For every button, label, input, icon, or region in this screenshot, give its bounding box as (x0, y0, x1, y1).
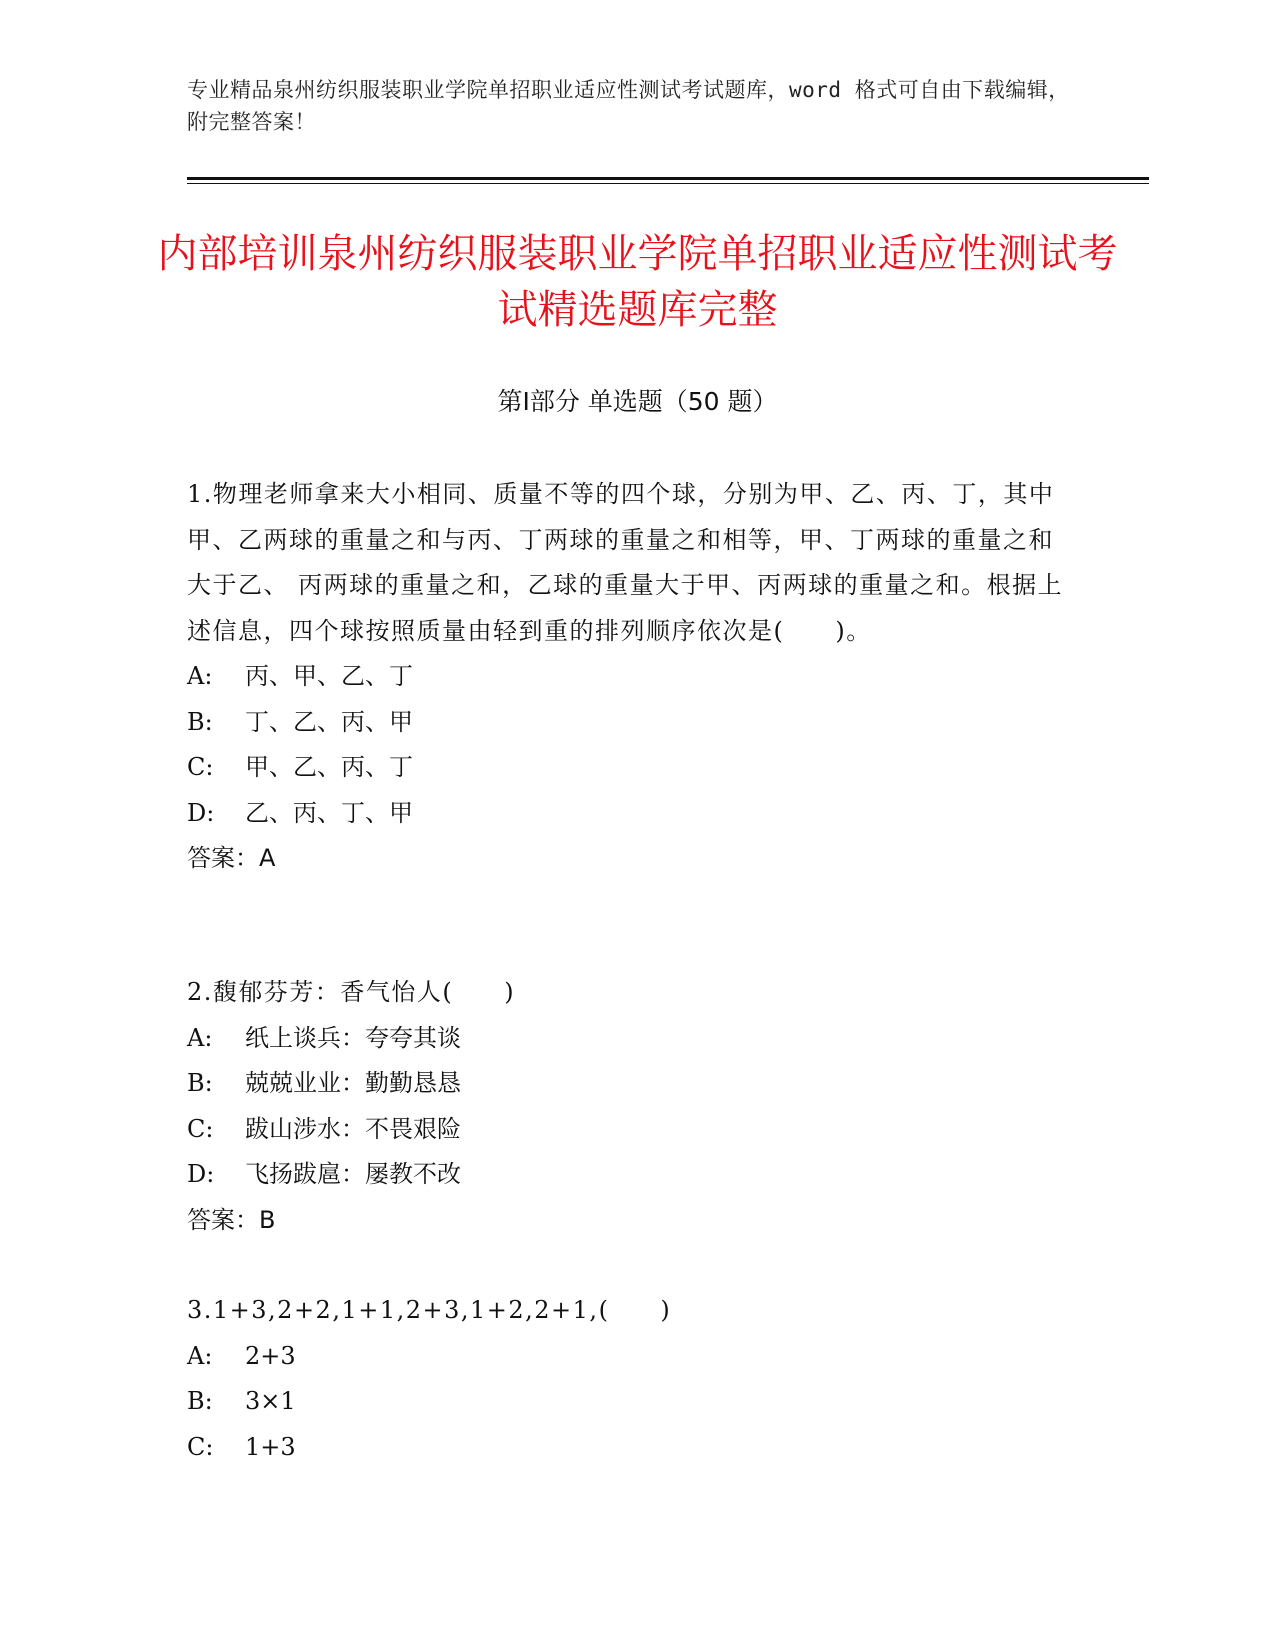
question-1 (187, 472, 1067, 882)
option-key: B: (187, 1387, 213, 1415)
option-text: 1+3 (245, 1432, 296, 1461)
question-text: 2.馥郁芬芳：香气怡人( ) (187, 978, 516, 1006)
header-note: 专业精品泉州纺织服装职业学院单招职业适应性测试考试题库，word 格式可自由下载编辑，附完整答案！ (187, 78, 1070, 134)
option-key: D: (187, 1160, 215, 1188)
option-text: 跋山涉水：不畏艰险 (245, 1114, 461, 1143)
option-text: 甲、乙、丙、丁 (245, 753, 413, 781)
option-c (187, 745, 1067, 791)
question-text: 1.物理老师拿来大小相同、质量不等的四个球，分别为甲、乙、丙、丁，其中 甲、乙两球的重量之和与丙、丁两球的重量之和相等，甲、丁两球的重量之和大于乙、 丙两球的重量之和，乙球的重量大于甲、丙两球的重量之和。根据上述信息，四个球按照质量由轻到重的排列顺序依次是( )。 (187, 480, 1064, 645)
option-text: 3×1 (245, 1387, 296, 1415)
option-a (187, 654, 1067, 700)
question-3 (187, 1288, 1067, 1470)
header-divider-thin (187, 183, 1149, 184)
option-text: 丙、甲、乙、丁 (245, 662, 413, 690)
option-c (187, 1425, 1067, 1471)
option-key: A: (187, 1023, 213, 1052)
document-title: 内部培训泉州纺织服装职业学院单招职业适应性测试考试精选题库完整 (157, 231, 1118, 333)
option-a (187, 1334, 1067, 1380)
header-divider-thick (187, 177, 1149, 180)
option-text: 2+3 (245, 1341, 296, 1370)
option-text: 纸上谈兵：夸夸其谈 (245, 1023, 461, 1052)
option-b (187, 1379, 1067, 1425)
option-c (187, 1107, 1067, 1153)
question-text: 3.1+3,2+2,1+1,2+3,1+2,2+1,( ) (187, 1296, 672, 1324)
option-key: A: (187, 662, 213, 690)
option-text: 丁、乙、丙、甲 (245, 707, 413, 736)
option-key: C: (187, 753, 214, 781)
option-d (187, 791, 1067, 837)
option-key: B: (187, 707, 213, 736)
option-key: C: (187, 1114, 214, 1143)
option-text: 飞扬跋扈：屡教不改 (245, 1160, 461, 1188)
option-d (187, 1152, 1067, 1198)
option-key: B: (187, 1069, 213, 1097)
question-2 (187, 970, 1067, 1243)
option-b (187, 1061, 1067, 1107)
option-key: D: (187, 798, 215, 827)
option-a (187, 1016, 1067, 1062)
option-text: 乙、丙、丁、甲 (245, 798, 413, 827)
option-key: A: (187, 1341, 213, 1370)
option-key: C: (187, 1432, 214, 1461)
section-title: 第Ⅰ部分 单选题（50 题） (497, 387, 778, 416)
option-b (187, 700, 1067, 746)
answer: 答案：B (187, 1205, 276, 1234)
answer: 答案：A (187, 844, 276, 872)
option-text: 兢兢业业：勤勤恳恳 (245, 1069, 461, 1097)
